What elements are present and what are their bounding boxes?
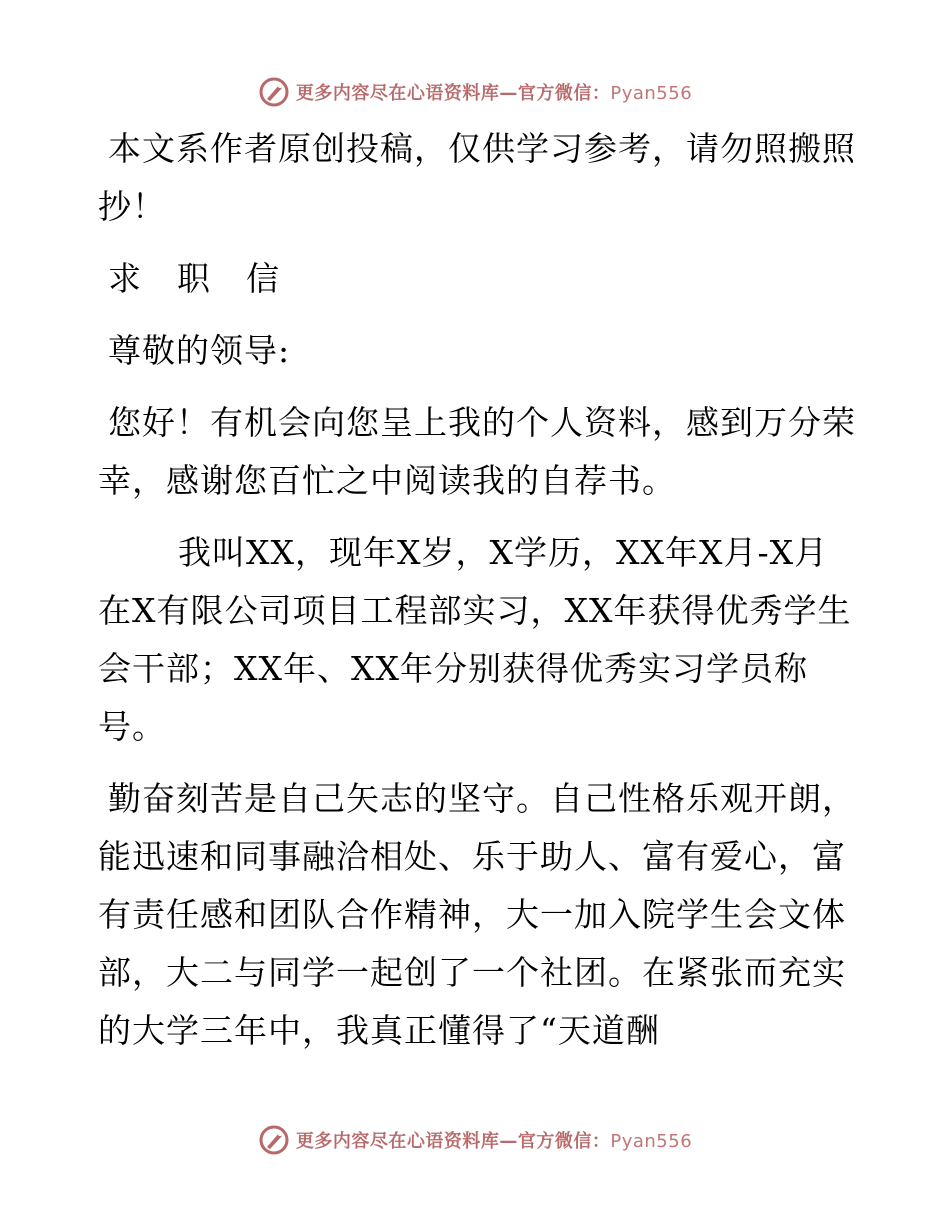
document-title: 求职信 [108,259,315,298]
document-body [98,120,858,1074]
copyright-notice: 本文系作者原创投稿，仅供学习参考，请勿照搬照抄！ [98,129,856,226]
header-watermark [0,72,950,112]
watermark-label: 更多内容尽在心语资料库—官方微信： [295,83,611,104]
body-paragraph: 勤奋刻苦是自己矢志的坚守。自己性格乐观开朗，能迅速和同事融洽相处、乐于助人、富有爱心，富有责任感和团队合作精神，大一加入院学生会文体部，大二与同学一起创了一个社团。在紧张而充实的大学三年中，我真正懂得了“天道酬 [98,779,856,1050]
salutation: 尊敬的领导: [108,331,291,370]
greeting-paragraph: 您好！有机会向您呈上我的个人资料，感到万分荣幸，感谢您百忙之中阅读我的自荐书。 [98,403,856,500]
intro-paragraph: 我叫XX，现年X岁，X学历，XX年X月-X月在X有限公司项目工程部实习，XX年获得优秀学生会干部；XX年、XX年分别获得优秀实习学员称号。 [98,533,852,746]
pen-logo-icon [258,76,290,108]
watermark-label: 更多内容尽在心语资料库—官方微信： [295,1131,611,1152]
footer-watermark [0,1120,950,1160]
pen-logo-icon [258,1124,290,1156]
watermark-text [296,1127,692,1153]
watermark-wechat-id: Pyan556 [610,83,693,104]
watermark-wechat-id: Pyan556 [610,1131,693,1152]
watermark-text [296,79,692,105]
